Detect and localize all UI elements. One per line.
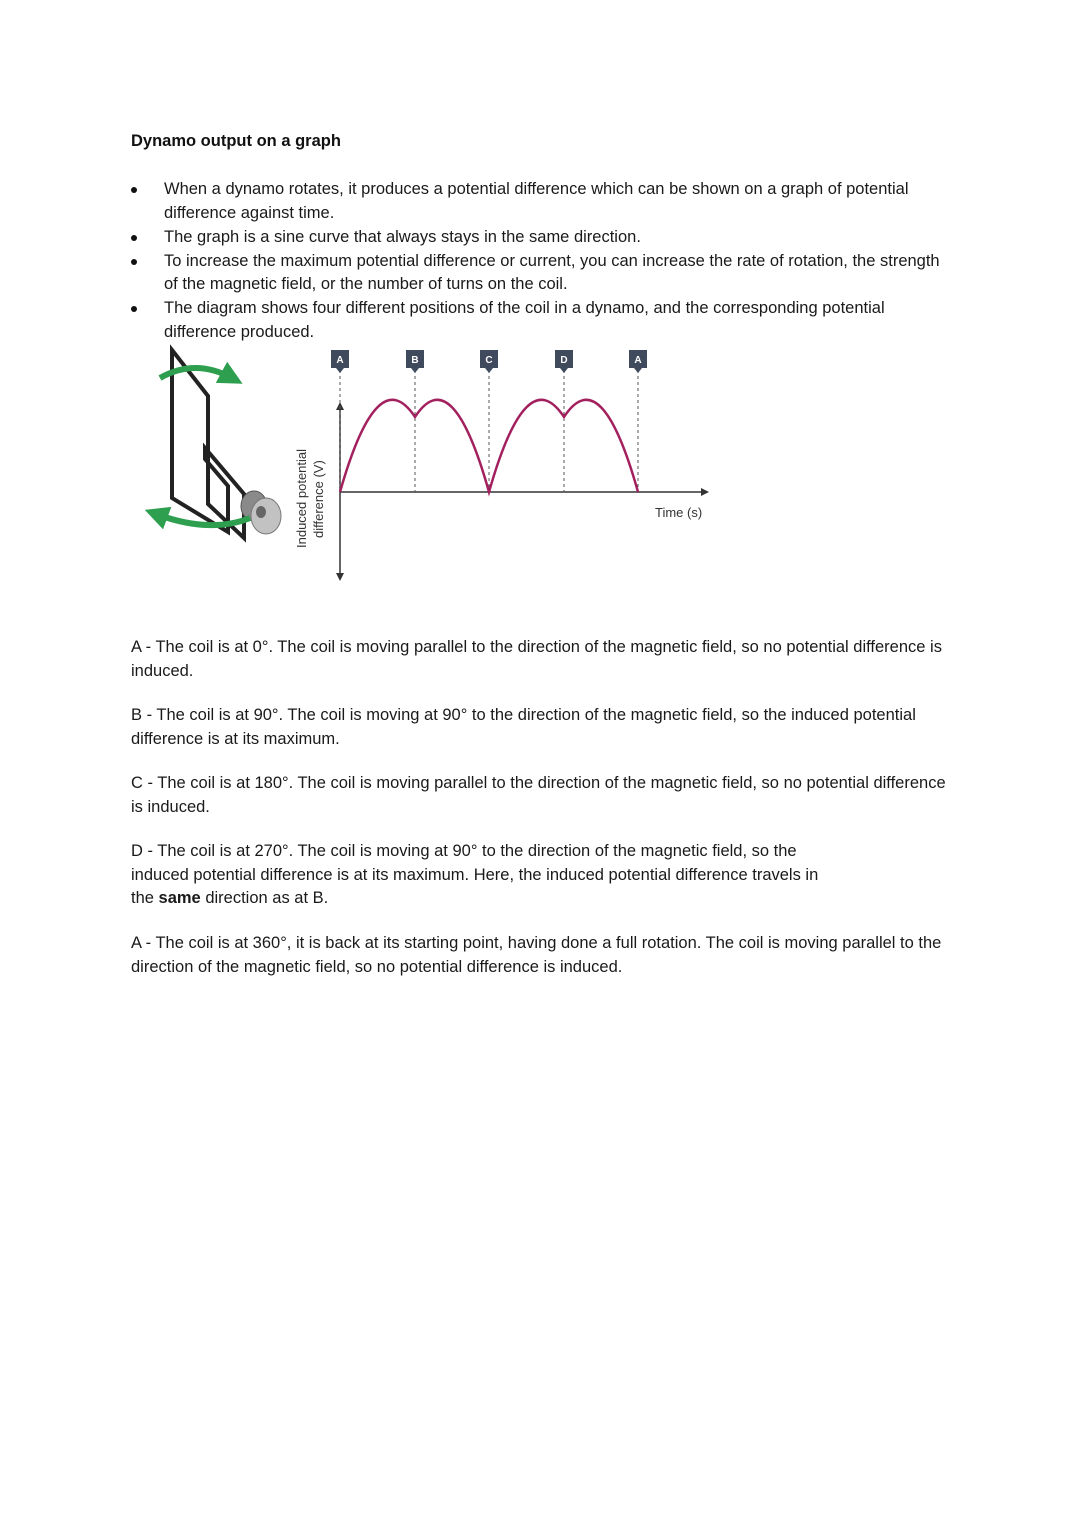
bullet-dot-icon <box>131 187 137 193</box>
bullet-text: When a dynamo rotates, it produces a potential difference which can be shown on a graph of potential difference against time. <box>164 180 909 222</box>
bullet-item <box>131 250 951 297</box>
position-label-a-text: A <box>336 355 344 366</box>
bullet-item <box>131 178 951 225</box>
position-label-a2-text: A <box>634 355 642 366</box>
bullet-dot-icon <box>131 235 137 241</box>
position-label-a2 <box>629 350 647 373</box>
paragraph-position-d-line2 <box>131 887 961 911</box>
paragraph-position-b: B - The coil is at 90°. The coil is moving at 90° to the direction of the magnetic field, so the induced potential difference is at its maximum. <box>131 706 916 748</box>
bullet-text: The graph is a sine curve that always stays in the same direction. <box>164 227 641 246</box>
y-axis-arrow-down-icon <box>336 573 344 581</box>
y-axis-label-line1: Induced potential <box>294 448 309 548</box>
position-guide-lines <box>340 370 638 492</box>
position-label-b-text: B <box>411 355 419 366</box>
x-axis-label: Time (s) <box>655 505 703 520</box>
paragraph-position-c: C - The coil is at 180°. The coil is moving parallel to the direction of the magnetic field, so no potential difference is induced. <box>131 774 946 816</box>
paragraph-position-d-line1: D - The coil is at 270°. The coil is moving at 90° to the direction of the magnetic field, so the induced potential difference is at its maximum. Here, the induced potential difference travels in <box>131 842 819 884</box>
position-label-c <box>480 350 498 373</box>
bullet-dot-icon <box>131 306 137 312</box>
paragraph-position-a-return: A - The coil is at 360°, it is back at its starting point, having done a full rotation. The coil is moving parallel to the direction of the magnetic field, so no potential difference is induced. <box>131 934 942 976</box>
position-label-c-text: C <box>485 355 493 366</box>
paragraph-position-a: A - The coil is at 0°. The coil is moving parallel to the direction of the magnetic field, so no potential difference is induced. <box>131 638 942 680</box>
bullet-item <box>131 297 951 344</box>
paragraph-position-d-pre: the <box>131 889 159 907</box>
bullet-item <box>131 226 951 250</box>
bullet-text: To increase the maximum potential difference or current, you can increase the rate of rotation, the strength of the magnetic field, or the number of turns on the coil. <box>164 251 940 293</box>
paragraph-position-d <box>131 840 961 911</box>
position-label-d-text: D <box>560 355 568 366</box>
section-heading: Dynamo output on a graph <box>131 132 341 150</box>
bullet-list <box>131 178 951 345</box>
position-label-a <box>331 350 349 373</box>
paragraph-position-d-bold: same <box>158 889 201 907</box>
dynamo-diagram <box>140 344 740 589</box>
bullet-dot-icon <box>131 259 137 265</box>
y-axis-label-line2: difference (V) <box>311 460 326 538</box>
x-axis-arrow-icon <box>701 488 709 496</box>
bullet-text: The diagram shows four different positions of the coil in a dynamo, and the corresponding potential difference produced. <box>164 299 885 341</box>
position-label-b <box>406 350 424 373</box>
position-label-d <box>555 350 573 373</box>
paragraph-position-d-post: direction as at B. <box>200 889 329 907</box>
